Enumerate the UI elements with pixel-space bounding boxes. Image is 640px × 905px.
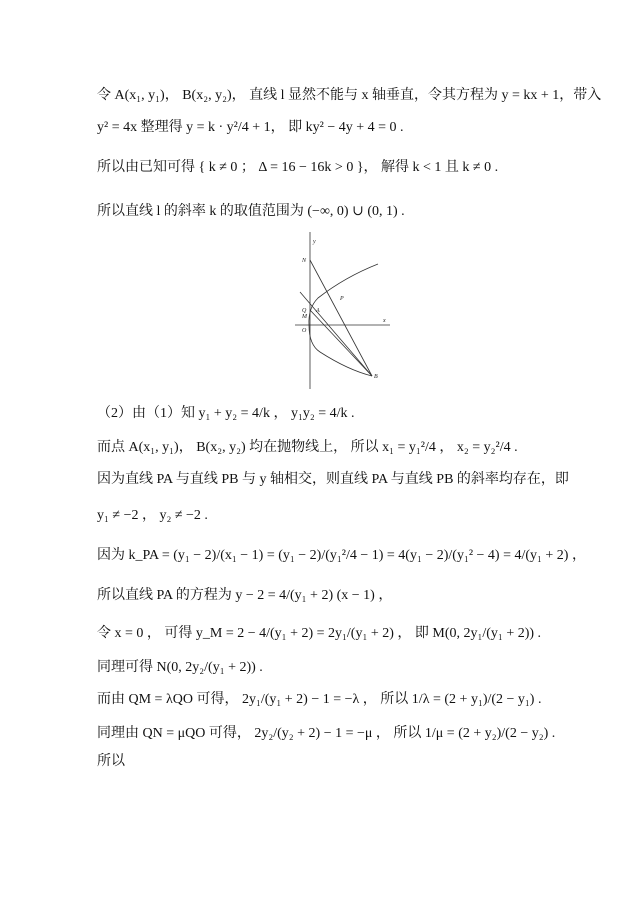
- parabola-figure: [290, 232, 405, 392]
- text-line-9: 因为 k_PA = (y₁ − 2)/(x₁ − 1) = (y₁ − 2)/(y₁²/4 − 1) = 4(y₁ − 2)/(y₁² − 4) = 4/(y₁ + 2) ，: [97, 548, 586, 563]
- text-line-11: 令 x = 0 ， 可得 y_M = 2 − 4/(y₁ + 2) = 2y₁/(y₁ + 2) ， 即 M(0, 2y₁/(y₁ + 2)) .: [97, 626, 542, 641]
- label-n: N: [302, 258, 307, 264]
- text-line-3: 所以由已知可得 { k ≠ 0 ； Δ = 16 − 16k > 0 }， 解得 k < 1 且 k ≠ 0 .: [97, 160, 499, 175]
- text-line-4: 所以直线 l 的斜率 k 的取值范围为 (−∞, 0) ∪ (0, 1) .: [97, 204, 405, 219]
- label-o: O: [302, 328, 307, 334]
- text-line-2: y² = 4x 整理得 y = k · y²/4 + 1， 即 ky² − 4y + 4 = 0 .: [97, 120, 404, 135]
- line-mb: [310, 310, 372, 376]
- text-line-15: 所以: [97, 754, 125, 769]
- label-q: Q: [302, 308, 307, 314]
- label-b: B: [374, 374, 378, 380]
- text-line-10: 所以直线 PA 的方程为 y − 2 = 4/(y₁ + 2) (x − 1) ，: [97, 588, 393, 603]
- text-line-1: 令 A(x₁, y₁)， B(x₂, y₂)， 直线 l 显然不能与 x 轴垂直，令其方程为 y = kx + 1，带入: [97, 88, 602, 103]
- label-m: M: [302, 314, 307, 320]
- text-line-13: 而由 QM = λQO 可得， 2y₁/(y₁ + 2) − 1 = −λ ， 所以 1/λ = (2 + y₁)/(2 − y₁) .: [97, 692, 542, 707]
- text-line-12: 同理可得 N(0, 2y₂/(y₁ + 2)) .: [97, 660, 263, 675]
- text-line-8: y₁ ≠ −2 ， y₂ ≠ −2 .: [97, 508, 208, 523]
- label-p: P: [340, 296, 344, 302]
- text-line-5: （2）由（1）知 y₁ + y₂ = 4/k ， y₁y₂ = 4/k .: [97, 406, 355, 421]
- label-a: A: [316, 308, 320, 314]
- text-line-7: 因为直线 PA 与直线 PB 与 y 轴相交，则直线 PA 与直线 PB 的斜率均存在，即: [97, 472, 569, 487]
- label-y: y: [313, 239, 316, 245]
- line-nb: [310, 260, 372, 376]
- line-ab: [300, 292, 372, 376]
- text-line-6: 而点 A(x₁, y₁)， B(x₂, y₂) 均在抛物线上， 所以 x₁ = y₁²/4 ， x₂ = y₂²/4 .: [97, 440, 518, 455]
- label-x: x: [383, 318, 386, 324]
- text-line-14: 同理由 QN = μQO 可得， 2y₂/(y₂ + 2) − 1 = −μ ， 所以 1/μ = (2 + y₂)/(2 − y₂) .: [97, 726, 556, 741]
